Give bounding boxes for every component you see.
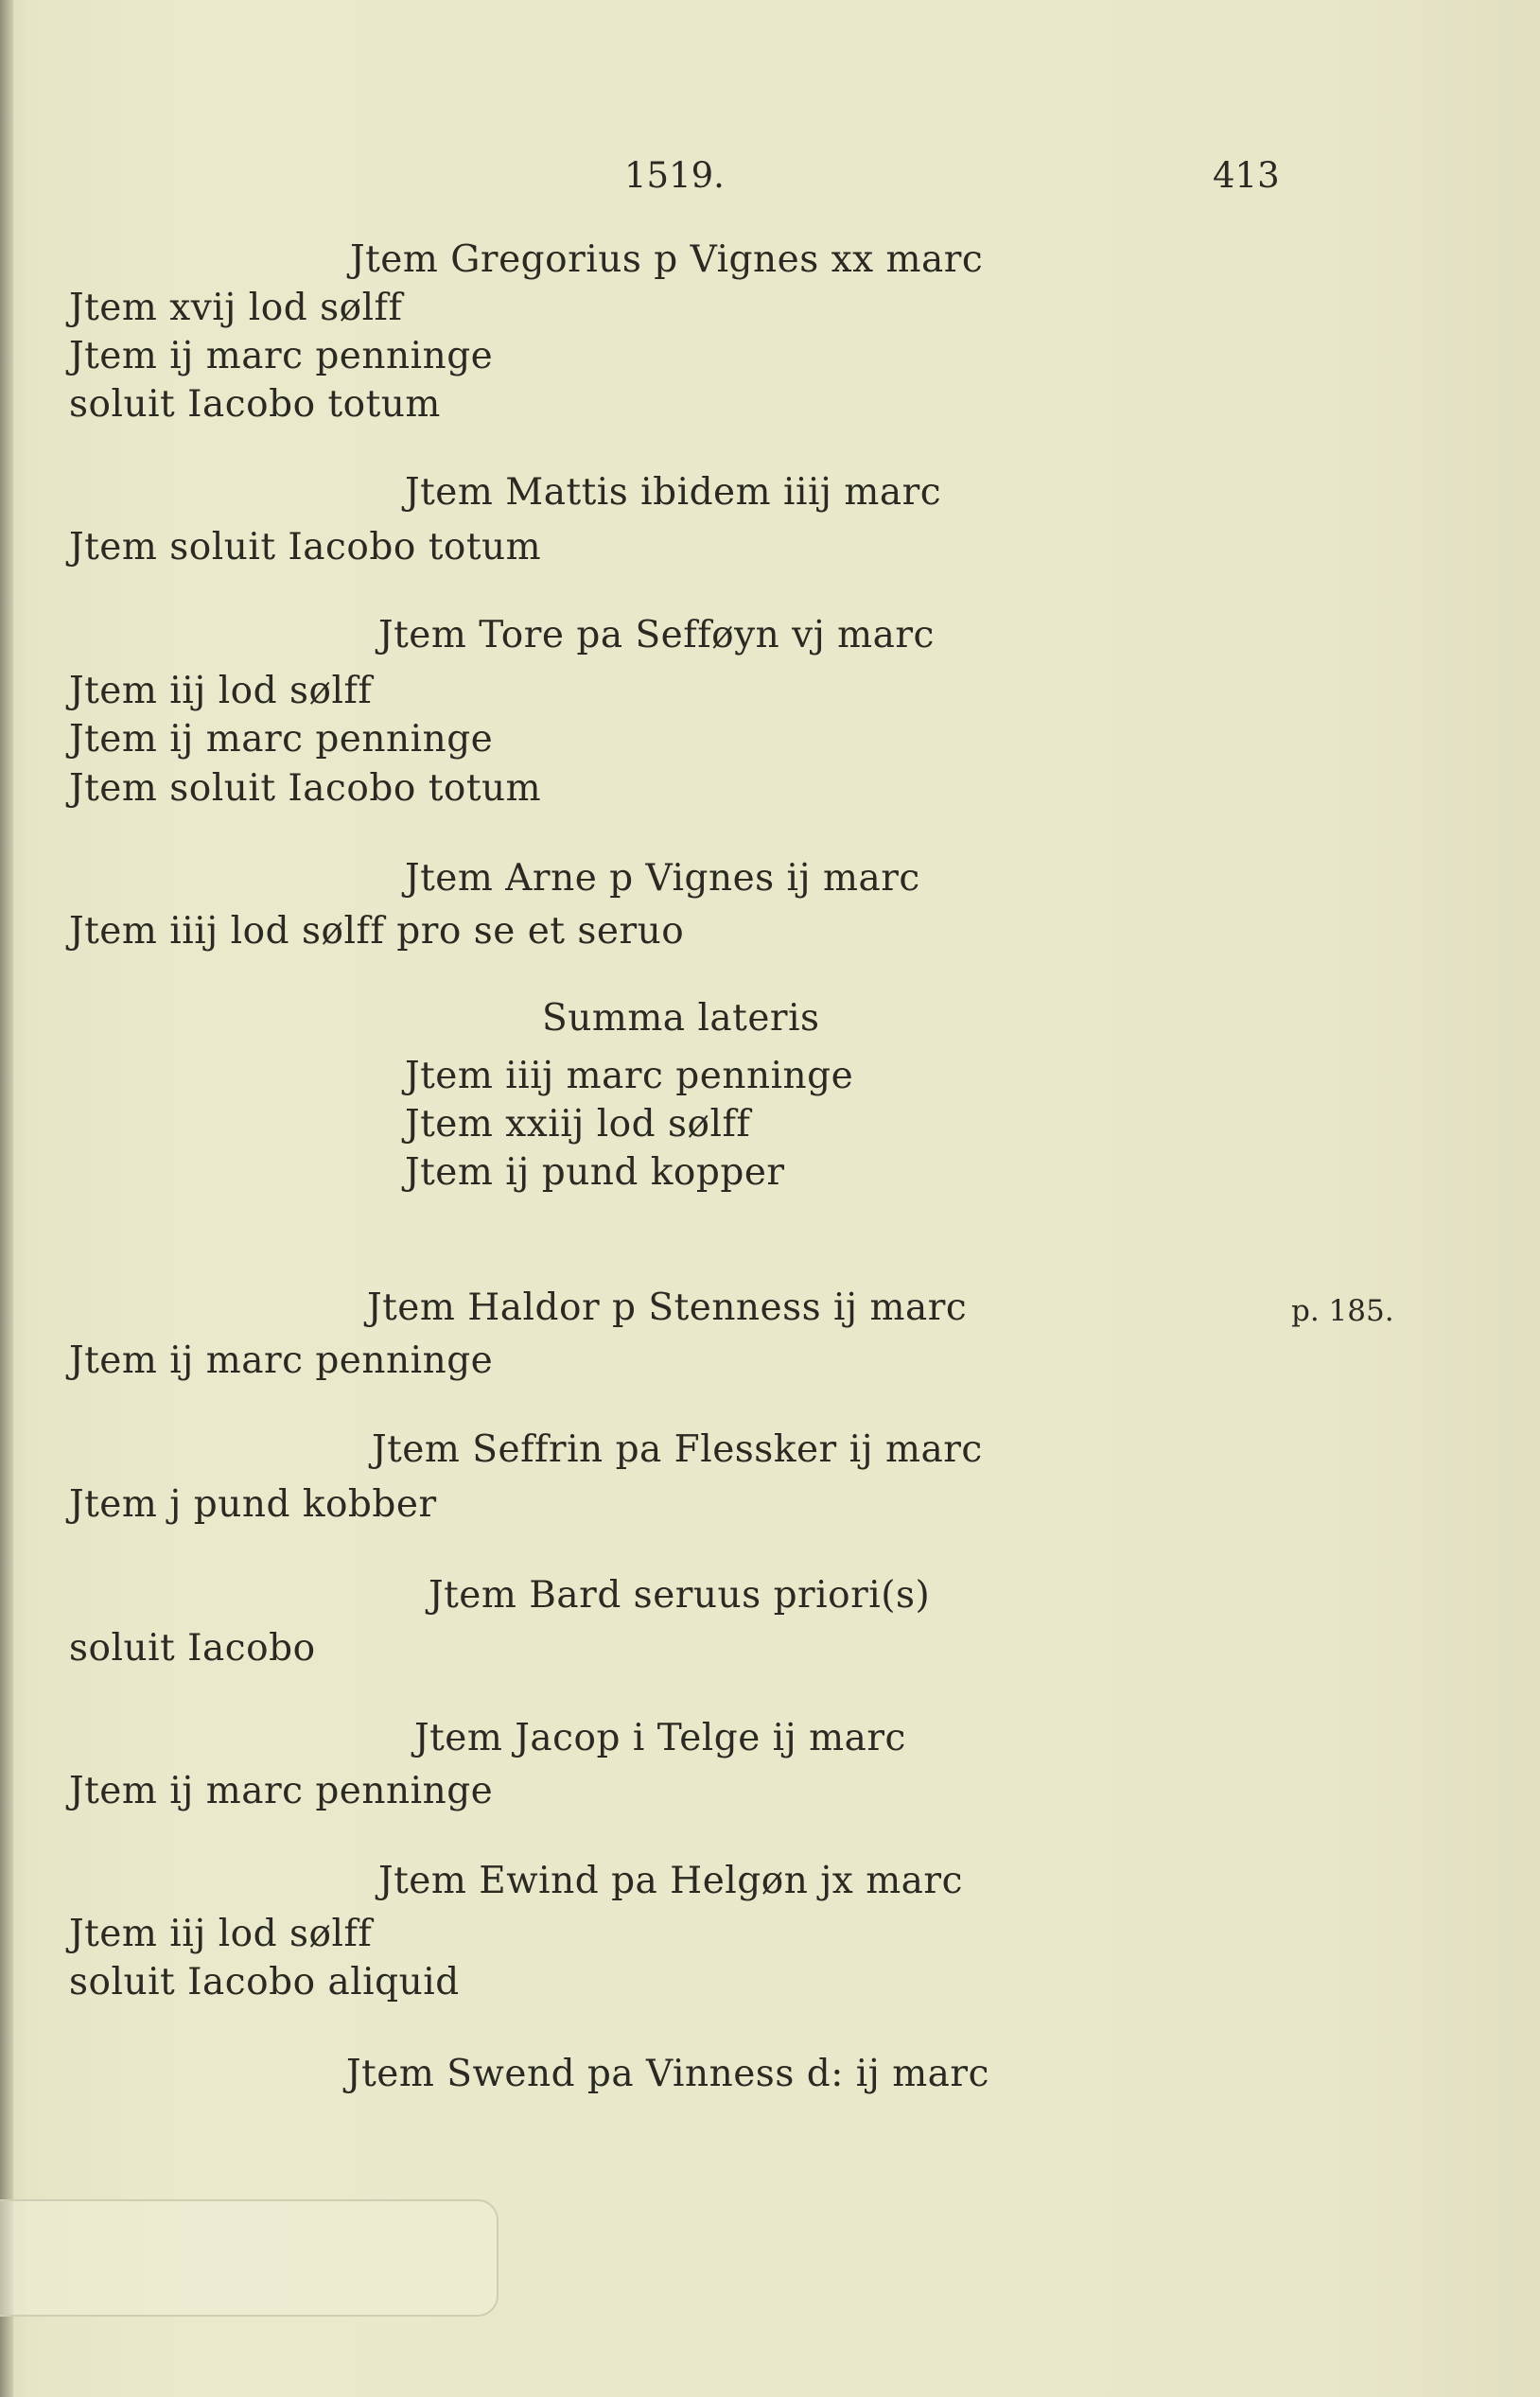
entry-line: soluit Iacobo totum [69, 383, 441, 426]
entry-heading: Jtem Haldor p Stenness ij marc [367, 1286, 968, 1329]
entry-line: Jtem ij marc penninge [69, 1770, 494, 1812]
entry-line: Jtem soluit Iacobo totum [69, 526, 542, 569]
entry-line: soluit Iacobo aliquid [69, 1961, 460, 2003]
entry-heading: Jtem Ewind pa Helgøn jx marc [378, 1860, 963, 1902]
summary-heading: Summa lateris [542, 997, 820, 1040]
header-year: 1519. [624, 155, 725, 196]
entry-heading: Jtem Jacop i Telge ij marc [414, 1717, 906, 1759]
entry-line: soluit Iacobo [69, 1627, 316, 1670]
margin-page-reference: p. 185. [1291, 1294, 1394, 1328]
entry-line: Jtem iiij lod sølff pro se et seruo [69, 910, 685, 953]
entry-heading: Jtem Swend pa Vinness d: ij marc [346, 2053, 989, 2095]
entry-heading: Jtem Arne p Vignes ij marc [405, 857, 920, 900]
summary-line: Jtem ij pund kopper [405, 1151, 785, 1194]
page-fold-mark [0, 2199, 499, 2317]
entry-heading: Jtem Bard seruus priori(s) [429, 1574, 931, 1617]
entry-heading: Jtem Seffrin pa Flessker ij marc [372, 1428, 983, 1471]
entry-line: Jtem xvij lod sølff [69, 287, 403, 329]
entry-line: Jtem j pund kobber [69, 1483, 437, 1526]
entry-line: Jtem ij marc penninge [69, 718, 494, 761]
summary-line: Jtem iiij marc penninge [405, 1055, 854, 1097]
summary-line: Jtem xxiij lod sølff [405, 1103, 751, 1146]
entry-line: Jtem ij marc penninge [69, 1339, 494, 1382]
entry-line: Jtem iij lod sølff [69, 670, 373, 712]
entry-heading: Jtem Tore pa Sefføyn vj marc [378, 614, 935, 656]
entry-heading: Jtem Gregorius p Vignes xx marc [350, 238, 984, 281]
page-binding-edge [0, 0, 13, 2397]
header-page-number: 413 [1213, 155, 1280, 196]
entry-heading: Jtem Mattis ibidem iiij marc [405, 471, 942, 514]
entry-line: Jtem soluit Iacobo totum [69, 767, 542, 810]
entry-line: Jtem iij lod sølff [69, 1913, 373, 1955]
entry-line: Jtem ij marc penninge [69, 335, 494, 377]
